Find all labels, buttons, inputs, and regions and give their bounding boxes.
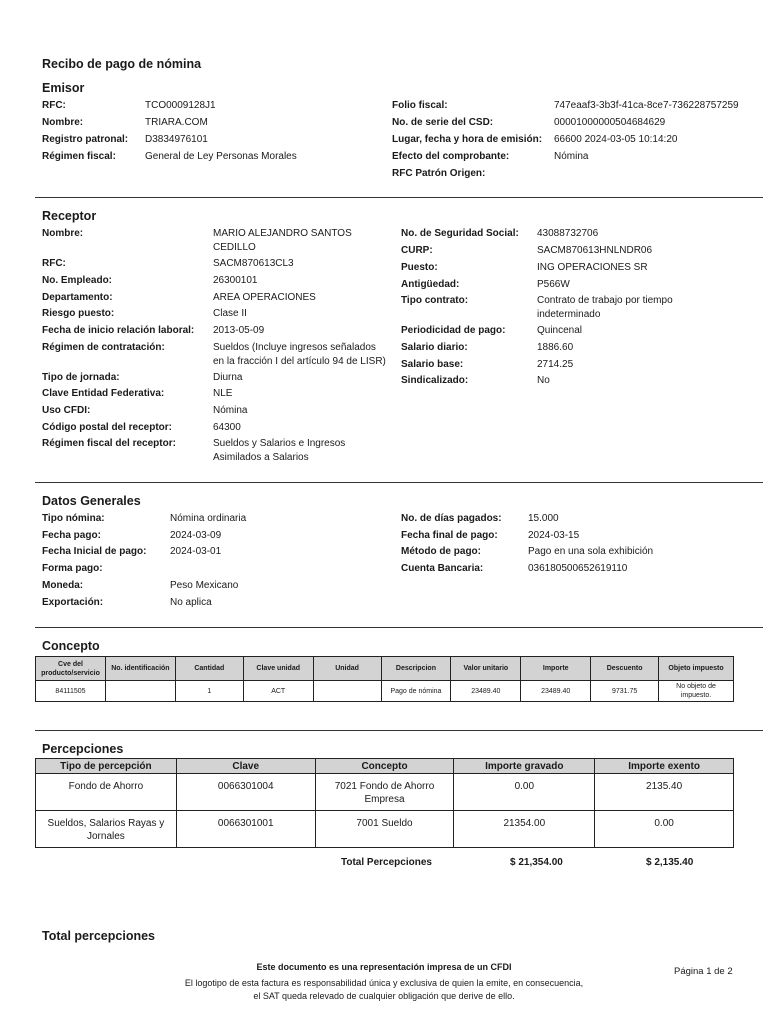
efecto-label: Efecto del comprobante: — [392, 151, 510, 162]
entidad-label: Clave Entidad Federativa: — [42, 388, 165, 399]
table-cell: Pago de nómina — [381, 681, 451, 702]
sindicalizado-label: Sindicalizado: — [401, 375, 469, 386]
percepciones-table — [35, 758, 734, 848]
receptor-nombre-label: Nombre: — [42, 228, 84, 239]
column-header: Descripcion — [381, 657, 451, 681]
puesto-label: Puesto: — [401, 262, 438, 273]
tipo-contrato-value: Contrato de trabajo por tiempo indeterminado — [537, 295, 673, 320]
total-gravado-value: $ 21,354.00 — [510, 857, 563, 868]
fecha-inicio-label: Fecha de inicio relación laboral: — [42, 325, 195, 336]
receptor-rfc-value: SACM870613CL3 — [213, 258, 294, 269]
table-cell: 2135.40 — [595, 774, 734, 811]
emisor-heading: Emisor — [42, 81, 85, 95]
departamento-value: AREA OPERACIONES — [213, 292, 316, 303]
column-header: Importe — [521, 657, 591, 681]
cuenta-bancaria-value: 036180500652619110 — [528, 563, 628, 574]
logo-disclaimer: El logotipo de esta factura es responsabilidad única y exclusiva de quien la emite, en consecuencia, — [184, 978, 584, 988]
efecto-value: Nómina — [554, 151, 589, 162]
antiguedad-label: Antigüedad: — [401, 279, 460, 290]
folio-fiscal-value: 747eaaf3-3b3f-41ca-8ce7-736228757259 — [554, 100, 739, 111]
table-cell: 0066301001 — [176, 811, 315, 848]
page-number: Página 1 de 2 — [674, 966, 733, 977]
table-cell: 7001 Sueldo — [315, 811, 454, 848]
divider — [35, 482, 763, 483]
uso-cfdi-label: Uso CFDI: — [42, 405, 91, 416]
table-cell: 0.00 — [595, 811, 734, 848]
entidad-value: NLE — [213, 388, 233, 399]
moneda-value: Peso Mexicano — [170, 580, 239, 591]
codigo-postal-value: 64300 — [213, 422, 241, 433]
receptor-nombre-value: MARIO ALEJANDRO SANTOS CEDILLO — [213, 228, 352, 253]
percepciones-heading: Percepciones — [42, 742, 124, 756]
table-cell: 7021 Fondo de Ahorro Empresa — [315, 774, 454, 811]
table-row — [36, 811, 734, 848]
column-header: Importe exento — [595, 759, 734, 774]
fecha-final-label: Fecha final de pago: — [401, 530, 498, 541]
divider — [35, 197, 763, 198]
cfdi-notice: Este documento es una representación impresa de un CFDI — [256, 962, 512, 972]
column-header: Cve del producto/servicio — [36, 657, 106, 681]
no-empleado-value: 26300101 — [213, 275, 258, 286]
dias-pagados-label: No. de días pagados: — [401, 513, 502, 524]
column-header: Clave unidad — [243, 657, 313, 681]
metodo-pago-label: Método de pago: — [401, 546, 481, 557]
curp-label: CURP: — [401, 245, 433, 256]
metodo-pago-value: Pago en una sola exhibición — [528, 546, 654, 557]
concepto-table — [35, 656, 734, 702]
table-cell: 23489.40 — [451, 681, 521, 702]
rfc-patron-label: RFC Patrón Origen: — [392, 168, 486, 179]
column-header: Importe gravado — [454, 759, 595, 774]
table-row — [36, 681, 734, 702]
riesgo-label: Riesgo puesto: — [42, 308, 115, 319]
regimen-contratacion-label: Régimen de contratación: — [42, 342, 165, 353]
receptor-heading: Receptor — [42, 209, 97, 223]
fecha-pago-value: 2024-03-09 — [170, 530, 222, 541]
table-cell: 0066301004 — [176, 774, 315, 811]
emisor-nombre-label: Nombre: — [42, 117, 84, 128]
table-cell: ACT — [243, 681, 313, 702]
table-cell: 0.00 — [454, 774, 595, 811]
nss-label: No. de Seguridad Social: — [401, 228, 519, 239]
column-header: Descuento — [591, 657, 659, 681]
table-cell: 84111505 — [36, 681, 106, 702]
column-header: No. identificación — [105, 657, 175, 681]
column-header: Clave — [176, 759, 315, 774]
emision-label: Lugar, fecha y hora de emisión: — [392, 134, 543, 145]
table-cell: 21354.00 — [454, 811, 595, 848]
dias-pagados-value: 15.000 — [528, 513, 559, 524]
fecha-inicial-value: 2024-03-01 — [170, 546, 222, 557]
tipo-jornada-value: Diurna — [213, 372, 243, 383]
emisor-rfc-label: RFC: — [42, 100, 66, 111]
column-header: Unidad — [313, 657, 381, 681]
emisor-registro-label: Registro patronal: — [42, 134, 129, 145]
emisor-regimen-value: General de Ley Personas Morales — [145, 151, 297, 162]
table-cell: Fondo de Ahorro — [36, 774, 177, 811]
fecha-inicial-label: Fecha Inicial de pago: — [42, 546, 147, 557]
csd-serie-label: No. de serie del CSD: — [392, 117, 494, 128]
receptor-rfc-label: RFC: — [42, 258, 66, 269]
folio-fiscal-label: Folio fiscal: — [392, 100, 448, 111]
periodicidad-label: Periodicidad de pago: — [401, 325, 506, 336]
sat-disclaimer: el SAT queda relevado de cualquier obligación que derive de ello. — [253, 991, 515, 1001]
table-cell: Sueldos, Salarios Rayas y Jornales — [36, 811, 177, 848]
table-cell: No objeto de impuesto. — [659, 681, 734, 702]
tipo-contrato-label: Tipo contrato: — [401, 295, 469, 306]
column-header: Valor unitario — [451, 657, 521, 681]
document-title: Recibo de pago de nómina — [42, 57, 202, 71]
fecha-inicio-value: 2013-05-09 — [213, 325, 265, 336]
emision-value: 66600 2024-03-05 10:14:20 — [554, 134, 678, 145]
table-cell: 23489.40 — [521, 681, 591, 702]
codigo-postal-label: Código postal del receptor: — [42, 422, 173, 433]
column-header: Objeto impuesto — [659, 657, 734, 681]
uso-cfdi-value: Nómina — [213, 405, 248, 416]
table-row — [36, 774, 734, 811]
regimen-receptor-label: Régimen fiscal del receptor: — [42, 438, 176, 449]
periodicidad-value: Quincenal — [537, 325, 583, 336]
moneda-label: Moneda: — [42, 580, 84, 591]
emisor-nombre-value: TRIARA.COM — [145, 117, 208, 128]
table-header-row — [36, 657, 734, 681]
nss-value: 43088732706 — [537, 228, 599, 239]
emisor-regimen-label: Régimen fiscal: — [42, 151, 116, 162]
puesto-value: ING OPERACIONES SR — [537, 262, 648, 273]
exportacion-label: Exportación: — [42, 597, 104, 608]
tipo-jornada-label: Tipo de jornada: — [42, 372, 120, 383]
column-header: Concepto — [315, 759, 454, 774]
csd-serie-value: 00001000000504684629 — [554, 117, 666, 128]
total-percepciones-label: Total Percepciones — [341, 857, 432, 868]
salario-base-label: Salario base: — [401, 359, 464, 370]
exportacion-value: No aplica — [170, 597, 212, 608]
antiguedad-value: P566W — [537, 279, 570, 290]
total-percepciones-heading: Total percepciones — [42, 929, 155, 943]
emisor-registro-value: D3834976101 — [145, 134, 208, 145]
curp-value: SACM870613HNLNDR06 — [537, 245, 653, 256]
concepto-heading: Concepto — [42, 639, 100, 653]
total-exento-value: $ 2,135.40 — [646, 857, 694, 868]
divider — [35, 627, 763, 628]
riesgo-value: Clase II — [213, 308, 247, 319]
tipo-nomina-value: Nómina ordinaria — [170, 513, 247, 524]
fecha-pago-label: Fecha pago: — [42, 530, 101, 541]
table-cell — [105, 681, 175, 702]
table-header-row — [36, 759, 734, 774]
forma-pago-label: Forma pago: — [42, 563, 103, 574]
table-cell: 1 — [175, 681, 243, 702]
salario-diario-label: Salario diario: — [401, 342, 468, 353]
datos-generales-heading: Datos Generales — [42, 494, 141, 508]
regimen-receptor-value: Sueldos y Salarios e Ingresos Asimilados a Salarios — [213, 438, 346, 463]
fecha-final-value: 2024-03-15 — [528, 530, 580, 541]
table-cell: 9731.75 — [591, 681, 659, 702]
column-header: Tipo de percepción — [36, 759, 177, 774]
emisor-rfc-value: TCO0009128J1 — [145, 100, 216, 111]
cuenta-bancaria-label: Cuenta Bancaria: — [401, 563, 484, 574]
tipo-nomina-label: Tipo nómina: — [42, 513, 105, 524]
no-empleado-label: No. Empleado: — [42, 275, 113, 286]
salario-diario-value: 1886.60 — [537, 342, 574, 353]
table-cell — [313, 681, 381, 702]
divider — [35, 730, 763, 731]
departamento-label: Departamento: — [42, 292, 113, 303]
regimen-contratacion-value: Sueldos (Incluye ingresos señalados en la fracción I del artículo 94 de LISR) — [213, 342, 386, 367]
sindicalizado-value: No — [537, 375, 550, 386]
column-header: Cantidad — [175, 657, 243, 681]
salario-base-value: 2714.25 — [537, 359, 574, 370]
